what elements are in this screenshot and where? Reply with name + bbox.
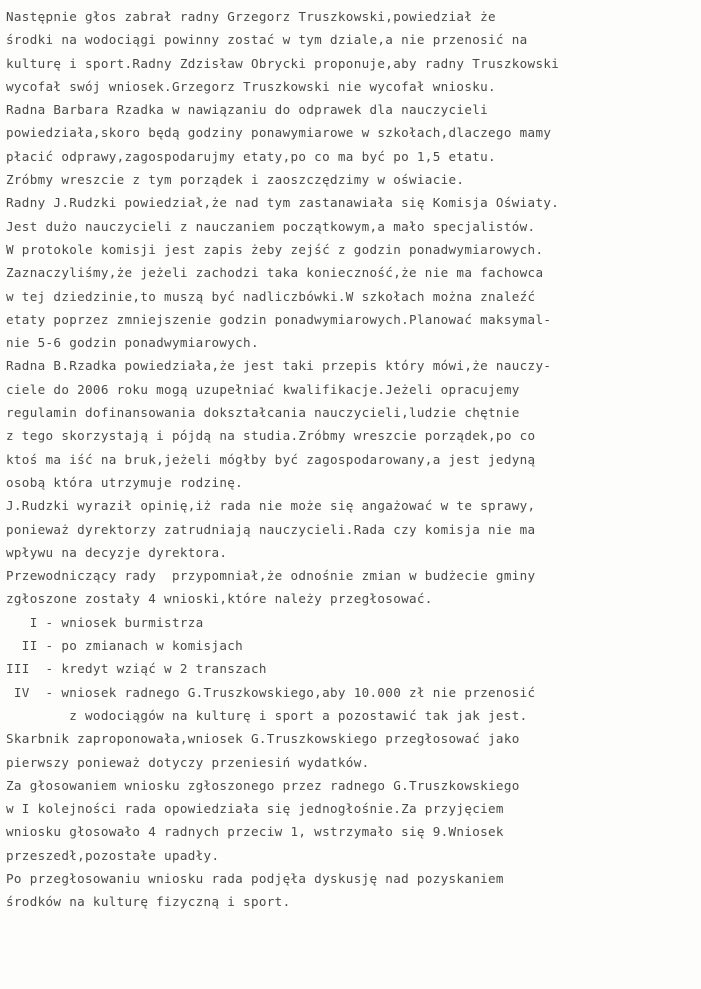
text-line: osobą która utrzymuje rodzinę.	[6, 474, 244, 490]
text-line: Zróbmy wreszcie z tym porządek i zaoszczędzimy w oświacie.	[6, 172, 465, 188]
text-line: kulturę i sport.Radny Zdzisław Obrycki proponuje,aby radny Truszkowski	[6, 55, 560, 71]
text-line: regulamin dofinansowania dokształcania nauczycieli,ludzie chętnie	[6, 405, 520, 421]
text-line: w I kolejności rada opowiedziała się jednogłośnie.Za przyjęciem	[6, 801, 504, 817]
text-line: ciele do 2006 roku mogą uzupełniać kwalifikacje.Jeżeli opracujemy	[6, 381, 520, 397]
list-item-continuation: z wodociągów na kulturę i sport a pozostawić tak jak jest.	[6, 707, 528, 723]
text-line: zgłoszone zostały 4 wnioski,które należy przegłosować.	[6, 591, 433, 607]
text-line: wpływu na decyzje dyrektora.	[6, 544, 228, 560]
text-line: wycofał swój wniosek.Grzegorz Truszkowski nie wycofał wniosku.	[6, 78, 496, 94]
text-line: ponieważ dyrektorzy zatrudniają nauczycieli.Rada czy komisja nie ma	[6, 521, 536, 537]
list-item: II - po zmianach w komisjach	[6, 638, 244, 654]
list-item: III - kredyt wziąć w 2 transzach	[6, 661, 267, 677]
text-line: powiedziała,skoro będą godziny ponawymiarowe w szkołach,dlaczego mamy	[6, 125, 552, 141]
text-line: Jest dużo nauczycieli z nauczaniem początkowym,a mało specjalistów.	[6, 218, 536, 234]
text-line: Po przegłosowaniu wniosku rada podjęła dyskusję nad pozyskaniem	[6, 870, 504, 886]
text-line: Skarbnik zaproponowała,wniosek G.Truszkowskiego przegłosować jako	[6, 731, 520, 747]
text-line: z tego skorzystają i pójdą na studia.Zróbmy wreszcie porządek,po co	[6, 428, 536, 444]
text-line: Zaznaczyliśmy,że jeżeli zachodzi taka konieczność,że nie ma fachowca	[6, 265, 544, 281]
text-line: J.Rudzki wyraził opinię,iż rada nie może się angażować w te sprawy,	[6, 498, 536, 514]
text-line: Radny J.Rudzki powiedział,że nad tym zastanawiała się Komisja Oświaty.	[6, 195, 560, 211]
text-line: Przewodniczący rady przypomniał,że odnośnie zmian w budżecie gminy	[6, 568, 536, 584]
text-line: W protokole komisji jest zapis żeby zejść z godzin ponadwymiarowych.	[6, 241, 544, 257]
text-line: Za głosowaniem wniosku zgłoszonego przez radnego G.Truszkowskiego	[6, 777, 520, 793]
text-line: Radna Barbara Rzadka w nawiązaniu do odprawek dla nauczycieli	[6, 102, 489, 118]
text-line: Następnie głos zabrał radny Grzegorz Truszkowski,powiedział że	[6, 9, 496, 24]
text-line: Radna B.Rzadka powiedziała,że jest taki przepis który mówi,że nauczy-	[6, 358, 552, 374]
document-body	[6, 5, 696, 914]
text-line: ktoś ma iść na bruk,jeżeli mógłby być zagospodarowany,a jest jedyną	[6, 451, 536, 467]
text-line: środki na wodociągi powinny zostać w tym dziale,a nie przenosić na	[6, 32, 528, 48]
text-line: w tej dziedzinie,to muszą być nadliczbówki.W szkołach można znaleźć	[6, 288, 536, 304]
text-line: środków na kulturę fizyczną i sport.	[6, 894, 291, 910]
list-item: I - wniosek burmistrza	[6, 614, 204, 630]
text-line: przeszedł,pozostałe upadły.	[6, 847, 220, 863]
text-line: płacić odprawy,zagospodarujmy etaty,po co ma być po 1,5 etatu.	[6, 148, 496, 164]
text-line: wniosku głosowało 4 radnych przeciw 1, wstrzymało się 9.Wniosek	[6, 824, 504, 840]
text-line: nie 5-6 godzin ponadwymiarowych.	[6, 335, 259, 351]
text-line: etaty poprzez zmniejszenie godzin ponadwymiarowych.Planować maksymal-	[6, 311, 552, 327]
list-item: IV - wniosek radnego G.Truszkowskiego,aby 10.000 zł nie przenosić	[6, 684, 536, 700]
text-line: pierwszy ponieważ dotyczy przeniesiń wydatków.	[6, 754, 370, 770]
